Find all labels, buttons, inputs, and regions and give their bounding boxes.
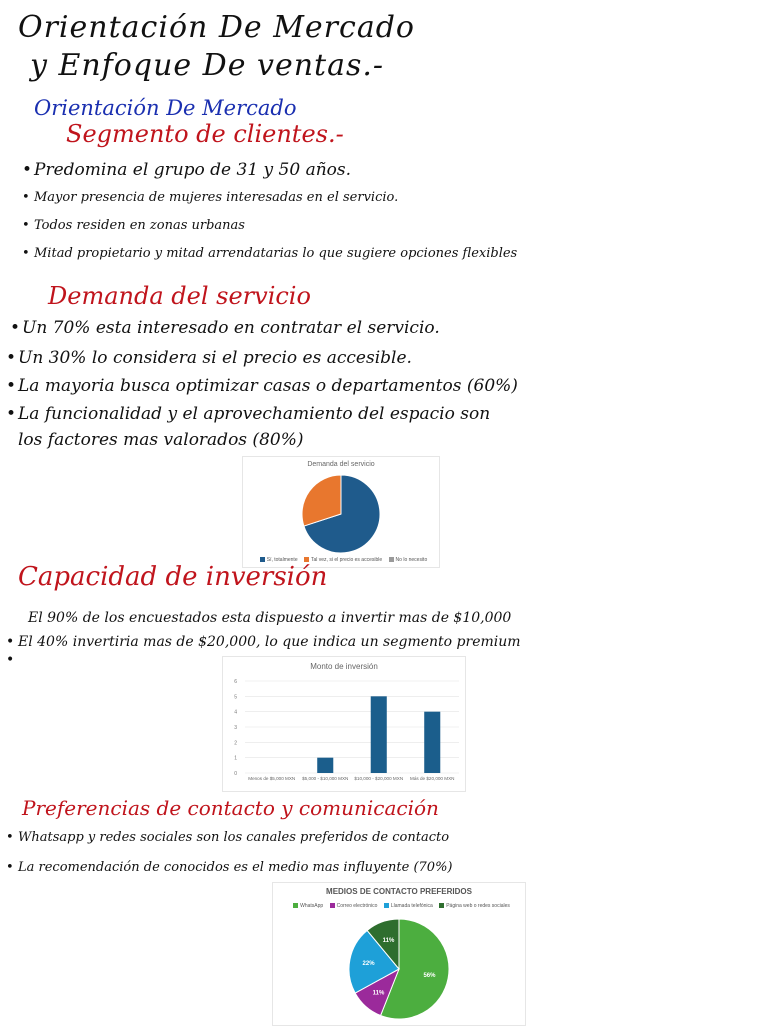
legend-label: Sí, totalmente <box>266 557 298 563</box>
legend-label: Página web o redes sociales <box>446 903 510 909</box>
x-tick-label: Menos de $5,000 MXN <box>248 776 296 781</box>
page-title-line1: Orientación De Mercado <box>18 10 415 45</box>
section-heading-preferencias: Preferencias de contacto y comunicación <box>22 796 439 820</box>
pie-data-label: 56% <box>423 972 436 979</box>
pie-chart <box>273 883 525 1025</box>
bar-chart <box>223 657 465 791</box>
bullet-item: • La mayoria busca optimizar casas o departamentos (60%) <box>6 376 518 396</box>
bar <box>371 696 387 773</box>
section-heading-demanda: Demanda del servicio <box>48 282 311 310</box>
bullet-item: • Un 30% lo considera si el precio es accesible. <box>6 348 412 368</box>
bar <box>317 758 333 773</box>
pie-data-label: 11% <box>382 937 395 944</box>
bullet-item: • Mayor presencia de mujeres interesadas en el servicio. <box>22 190 399 205</box>
bullet-item: • Predomina el grupo de 31 y 50 años. <box>22 160 352 180</box>
y-tick-label: 5 <box>234 694 237 701</box>
bullet-item: • Un 70% esta interesado en contratar el servicio. <box>10 318 440 338</box>
legend-label: WhatsApp <box>300 903 324 909</box>
chart-title: Monto de inversión <box>310 662 378 671</box>
y-tick-label: 2 <box>234 740 237 747</box>
bullet-continuation: los factores mas valorados (80%) <box>18 430 304 450</box>
bullet-item: • El 40% invertiria mas de $20,000, lo que indica un segmento premium <box>6 634 521 650</box>
section-heading-capacidad: Capacidad de inversión <box>18 562 328 592</box>
legend-label: No lo necesito <box>395 557 428 563</box>
section-heading-orientacion: Orientación De Mercado <box>34 96 297 120</box>
chart-title: MEDIOS DE CONTACTO PREFERIDOS <box>326 887 472 896</box>
bullet-item: • La funcionalidad y el aprovechamiento del espacio son <box>6 404 491 424</box>
bullet-item: • La recomendación de conocidos es el medio mas influyente (70%) <box>6 860 453 875</box>
page-title-line2: y Enfoque De ventas.- <box>30 48 385 83</box>
y-tick-label: 4 <box>234 709 237 716</box>
y-tick-label: 6 <box>234 679 237 685</box>
y-tick-label: 3 <box>234 725 237 731</box>
chart-title: Demanda del servicio <box>307 461 375 468</box>
bullet-item: • Mitad propietario y mitad arrendatarias lo que sugiere opciones flexibles <box>22 246 518 261</box>
bullet-item: • Whatsapp y redes sociales son los canales preferidos de contacto <box>6 830 450 845</box>
chart-medios-contacto <box>272 882 526 1026</box>
bullet-item: El 90% de los encuestados esta dispuesto a invertir mas de $10,000 <box>28 610 512 626</box>
x-tick-label: $10,000 - $20,000 MXN <box>354 776 404 781</box>
chart-demanda-servicio <box>242 456 440 568</box>
bullet-item: • <box>6 652 15 668</box>
pie-chart <box>243 457 439 567</box>
x-tick-label: $5,000 - $10,000 MXN <box>302 776 349 781</box>
legend-label: Correo electrónico <box>336 903 378 909</box>
legend-label: Llamada telefónica <box>390 903 433 909</box>
legend-swatch <box>389 557 394 562</box>
chart-monto-inversion <box>222 656 466 792</box>
y-tick-label: 0 <box>234 771 237 777</box>
pie-data-label: 11% <box>372 990 385 997</box>
pie-data-label: 22% <box>362 961 375 968</box>
bar <box>424 712 440 773</box>
legend-label: Tal vez, si el precio es accesible <box>311 557 383 563</box>
bullet-item: • Todos residen en zonas urbanas <box>22 218 245 233</box>
x-tick-label: Más de $20,000 MXN <box>410 776 455 781</box>
y-tick-label: 1 <box>234 755 237 762</box>
section-subheading-segmento: Segmento de clientes.- <box>66 120 344 148</box>
